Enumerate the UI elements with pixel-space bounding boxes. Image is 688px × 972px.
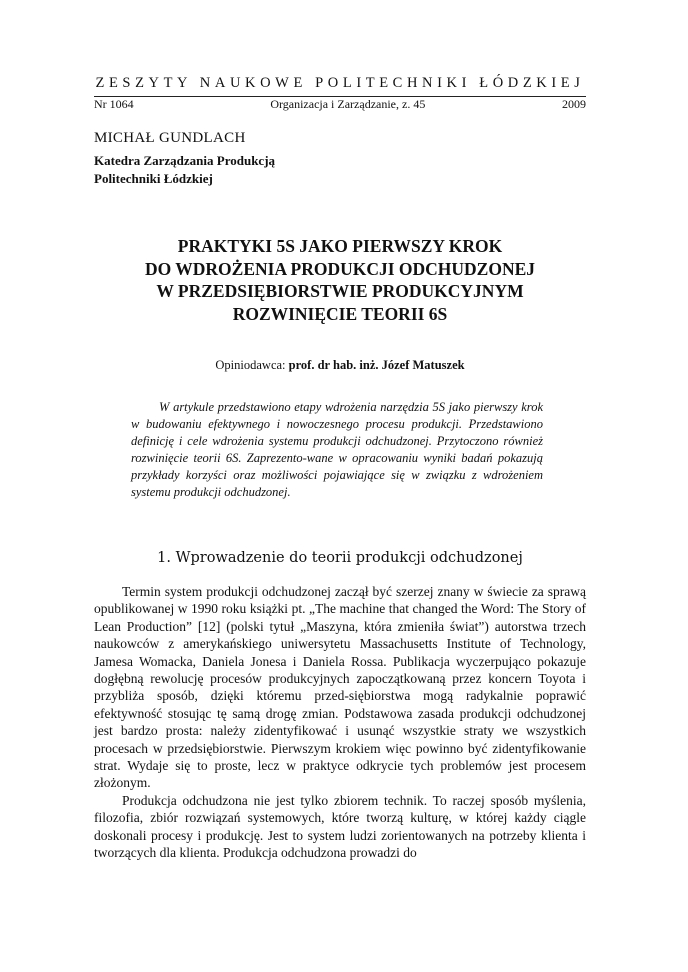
reviewer-label: Opiniodawca: [215,358,289,372]
abstract-text: W artykule przedstawiono etapy wdrożenia narzędzia 5S jako pierwszy krok w budowaniu efektywnego i nowoczesnego procesu produkcji. Przedstawiono definicję i cele wdrożenia systemu produkcji odchudzonej. Przytoczono również rozwinięcie teorii 6S. Zaprezento-wane w opracowaniu wyniki badań pokazują przykłady korzyści oraz możliwości pojawiające się w związku z wdrożeniem systemu produkcji odchudzonej. [131,400,543,499]
author-affiliation-university: Politechniki Łódzkiej [94,171,213,186]
section-heading: 1. Wprowadzenie do teorii produkcji odchudzonej [157,550,523,566]
paper-title-line: W PRZEDSIĘBIORSTWIE PRODUKCYJNYM [156,281,524,301]
abstract [131,399,543,501]
paper-subtitle: ROZWINIĘCIE TEORII 6S [232,303,448,324]
author-name: MICHAŁ GUNDLACH [94,130,246,146]
body-text [94,583,586,862]
body-paragraph: Produkcja odchudzona nie jest tylko zbiorem technik. To raczej sposób myślenia, filozofia, zbiór rozwiązań systemowych, które tworzą kulturę, w której każdy ciągle doskonali procesy i produkcję. Jest to system ludzi zorientowanych na potrzeby klienta i tworzących dla klienta. Produkcja odchudzona prowadzi do [94,792,586,861]
author-affiliation-department: Katedra Zarządzania Produkcją [94,153,276,168]
body-paragraph: Termin system produkcji odchudzonej zaczął być szerzej znany w świecie za sprawą opublikowanej w 1990 roku książki pt. „The machine that changed the Word: The Story of Lean Production” [12] (polski tytuł „Maszyna, która zmieniła świat”) autorstwa trzech naukowców z amerykańskiego uniwersytetu Massachusetts Institute of Technology, Jamesa Womacka, Daniela Jonesa i Daniela Rossa. Publikacja wyczerpująco pokazuje dogłębną rewolucję procesów produkcyjnych zapoczątkowaną przez koncern Toyota i przybliża sposób, dzięki któremu przed-siębiorstwa mogą radykalnie poprawić efektywność stosując tę samą drogę zmian. Podstawowa zasada produkcji odchudzonej jest bardzo prosta: należy zidentyfikować i usunąć wszystkie straty we wszystkich procesach w przedsiębiorstwie. Pierwszym krokiem więc powinno być zidentyfikowanie strat. Wydaje się to proste, lecz w praktyce odkrycie tych problemów jest procesem złożonym. [94,584,586,791]
paper-title-line: DO WDROŻENIA PRODUKCJI ODCHUDZONEJ [144,258,536,279]
journal-title: ZESZYTY NAUKOWE POLITECHNIKI ŁÓDZKIEJ [95,75,585,91]
reviewer-name: prof. dr hab. inż. Józef Matuszek [288,358,465,372]
issue-year: 2009 [561,97,586,111]
issue-series: Organizacja i Zarządzanie, z. 45 [270,97,426,111]
paper-title [94,235,586,325]
reviewer-line [94,358,586,373]
issue-number: Nr 1064 [94,97,134,111]
issue-info-row [94,97,586,112]
paper-title-line: PRAKTYKI 5S JAKO PIERWSZY KROK [177,236,503,256]
